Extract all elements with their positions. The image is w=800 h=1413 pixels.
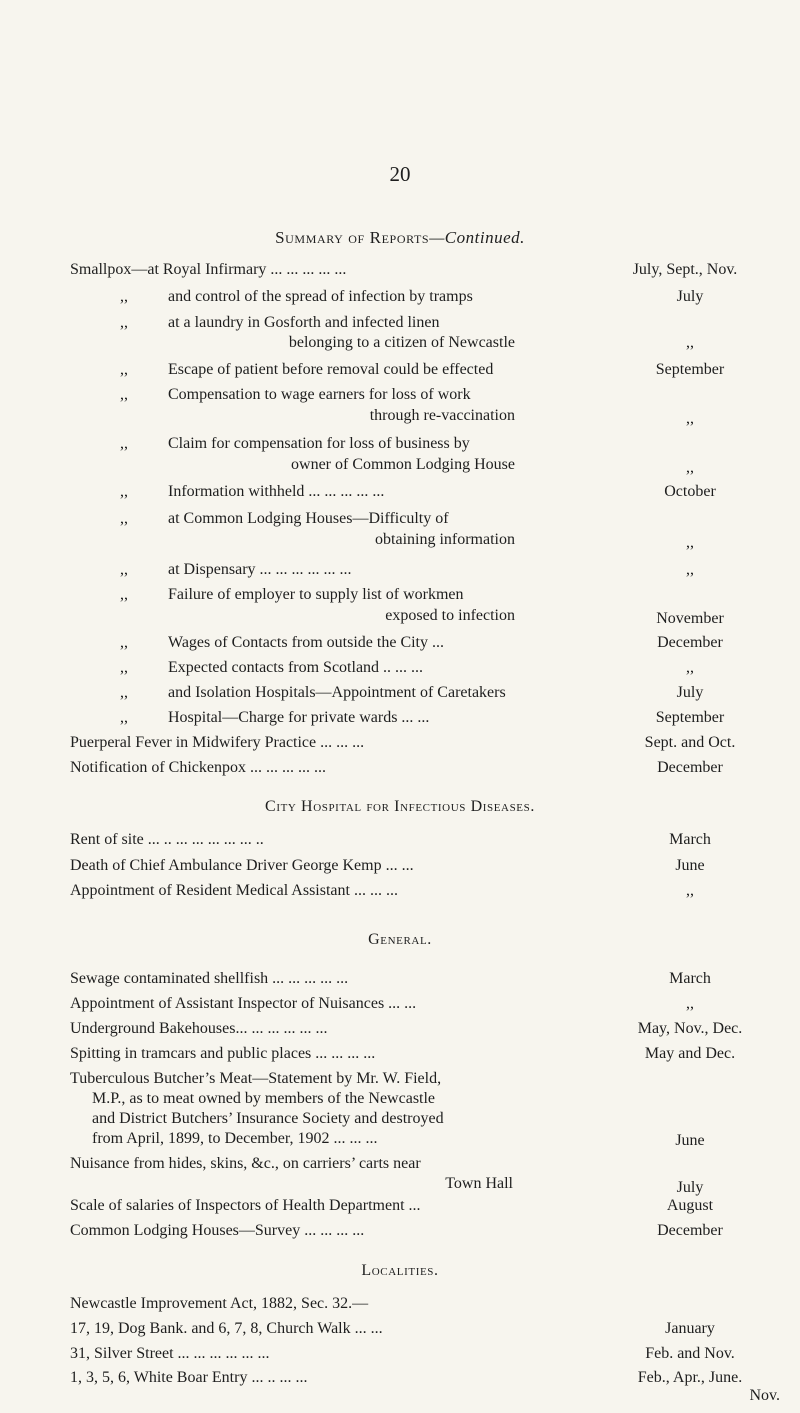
entry-date: Feb. and Nov. <box>645 1345 735 1362</box>
entry-date: September <box>655 361 725 378</box>
page-title <box>0 228 800 248</box>
entry-text: Claim for compensation for loss of business by <box>168 435 470 452</box>
section-heading-localities: Localities. <box>361 1262 439 1279</box>
entry-text: Underground Bakehouses... ... ... ... ... ... <box>70 1020 328 1037</box>
entry-date: ,, <box>686 995 694 1012</box>
ditto-mark: ,, <box>120 634 128 651</box>
ditto-mark: ,, <box>120 386 128 403</box>
entry-date: ,, <box>686 459 694 476</box>
entry-text: and Isolation Hospitals—Appointment of Caretakers <box>168 684 506 701</box>
title-suffix: —Continued. <box>429 228 525 247</box>
entry-text: Nuisance from hides, skins, &c., on carriers’ carts near <box>70 1155 421 1172</box>
entry-text: 31, Silver Street ... ... ... ... ... ... <box>70 1345 270 1362</box>
entry-date: ,, <box>686 334 694 351</box>
entry-text: Puerperal Fever in Midwifery Practice ... ... ... <box>70 734 365 751</box>
entry-date: May, Nov., Dec. <box>637 1020 743 1037</box>
entry-date: June <box>675 857 705 874</box>
entry-text-continued: and District Butchers’ Insurance Society and destroyed <box>92 1110 444 1127</box>
entry-date: Feb., Apr., June. <box>637 1369 743 1386</box>
entry-text-continued: from April, 1899, to December, 1902 ... ... ... <box>92 1130 378 1147</box>
entry-text: Death of Chief Ambulance Driver George Kemp ... ... <box>70 857 414 874</box>
ditto-mark: ,, <box>120 684 128 701</box>
ditto-mark: ,, <box>120 709 128 726</box>
section-heading-city-hospital: City Hospital for Infectious Diseases. <box>265 798 535 815</box>
entry-text: and control of the spread of infection by tramps <box>168 288 473 305</box>
entry-date: ,, <box>686 659 694 676</box>
entry-date: December <box>657 1222 723 1239</box>
entry-text: Wages of Contacts from outside the City ... <box>168 634 444 651</box>
ditto-mark: ,, <box>120 435 128 452</box>
entry-date-continued: Nov. <box>749 1387 780 1404</box>
entry-text: 1, 3, 5, 6, White Boar Entry ... .. ... ... <box>70 1369 308 1386</box>
entry-text: Appointment of Resident Medical Assistant ... ... ... <box>70 882 398 899</box>
entry-text: Compensation to wage earners for loss of work <box>168 386 471 403</box>
entry-text-continued: Town Hall <box>445 1175 513 1192</box>
entry-text: Scale of salaries of Inspectors of Health Department ... <box>70 1197 421 1214</box>
ditto-mark: ,, <box>120 288 128 305</box>
entry-text: at Dispensary ... ... ... ... ... ... <box>168 561 352 578</box>
entry-date: September <box>655 709 725 726</box>
entry-date: January <box>665 1320 715 1337</box>
entry-date: October <box>664 483 716 500</box>
entry-text: Escape of patient before removal could be effected <box>168 361 494 378</box>
entry-text: Common Lodging Houses—Survey ... ... ... ... <box>70 1222 365 1239</box>
entry-date: ,, <box>686 534 694 551</box>
ditto-mark: ,, <box>120 483 128 500</box>
entry-text: Expected contacts from Scotland .. ... ... <box>168 659 424 676</box>
entry-date: July <box>676 288 704 305</box>
entry-text: Newcastle Improvement Act, 1882, Sec. 32.— <box>70 1295 369 1312</box>
entry-date: August <box>666 1197 714 1214</box>
entry-text: Rent of site ... .. ... ... ... ... ... .. <box>70 831 264 848</box>
entry-text: Appointment of Assistant Inspector of Nuisances ... ... <box>70 995 417 1012</box>
entry-text-continued: exposed to infection <box>385 607 515 624</box>
entry-date: ,, <box>686 561 694 578</box>
ditto-mark: ,, <box>120 361 128 378</box>
entry-text: at a laundry in Gosforth and infected linen <box>168 314 440 331</box>
entry-date: July <box>676 684 704 701</box>
page-number: 20 <box>389 162 411 186</box>
entry-text: 17, 19, Dog Bank. and 6, 7, 8, Church Walk ... ... <box>70 1320 383 1337</box>
entry-text: Notification of Chickenpox ... ... ... ... ... <box>70 759 326 776</box>
ditto-mark: ,, <box>120 586 128 603</box>
ditto-mark: ,, <box>120 510 128 527</box>
title-main: Summary of Reports <box>275 228 430 247</box>
entry-date: November <box>656 610 724 627</box>
entry-text: Sewage contaminated shellfish ... ... ... ... ... <box>70 970 349 987</box>
entry-text-continued: M.P., as to meat owned by members of the Newcastle <box>92 1090 436 1107</box>
entry-date: ,, <box>686 882 694 899</box>
entry-date: March <box>669 831 711 848</box>
entry-date: July <box>676 1179 704 1196</box>
entry-text: Spitting in tramcars and public places ... ... ... ... <box>70 1045 376 1062</box>
entry-text: Tuberculous Butcher’s Meat—Statement by Mr. W. Field, <box>70 1070 442 1087</box>
entry-date: July, Sept., Nov. <box>632 261 738 278</box>
entry-date: ,, <box>686 410 694 427</box>
ditto-mark: ,, <box>120 561 128 578</box>
entry-date: Sept. and Oct. <box>644 734 736 751</box>
entry-text: Failure of employer to supply list of workmen <box>168 586 464 603</box>
entry-text-continued: through re-vaccination <box>369 407 515 424</box>
entry-text: at Common Lodging Houses—Difficulty of <box>168 510 449 527</box>
entry-text-continued: belonging to a citizen of Newcastle <box>288 334 515 351</box>
entry-text: Hospital—Charge for private wards ... ... <box>168 709 430 726</box>
entry-date: June <box>675 1132 705 1149</box>
entry-text: Smallpox—at Royal Infirmary ... ... ... ... ... <box>70 261 347 278</box>
entry-date: May and Dec. <box>644 1045 736 1062</box>
ditto-mark: ,, <box>120 314 128 331</box>
entry-text-continued: owner of Common Lodging House <box>291 456 515 473</box>
ditto-mark: ,, <box>120 659 128 676</box>
entry-text: Information withheld ... ... ... ... ... <box>168 483 385 500</box>
entry-date: December <box>657 634 723 651</box>
entry-text-continued: obtaining information <box>375 531 515 548</box>
section-heading-general: General. <box>368 931 432 948</box>
entry-date: December <box>657 759 723 776</box>
entry-date: March <box>669 970 711 987</box>
